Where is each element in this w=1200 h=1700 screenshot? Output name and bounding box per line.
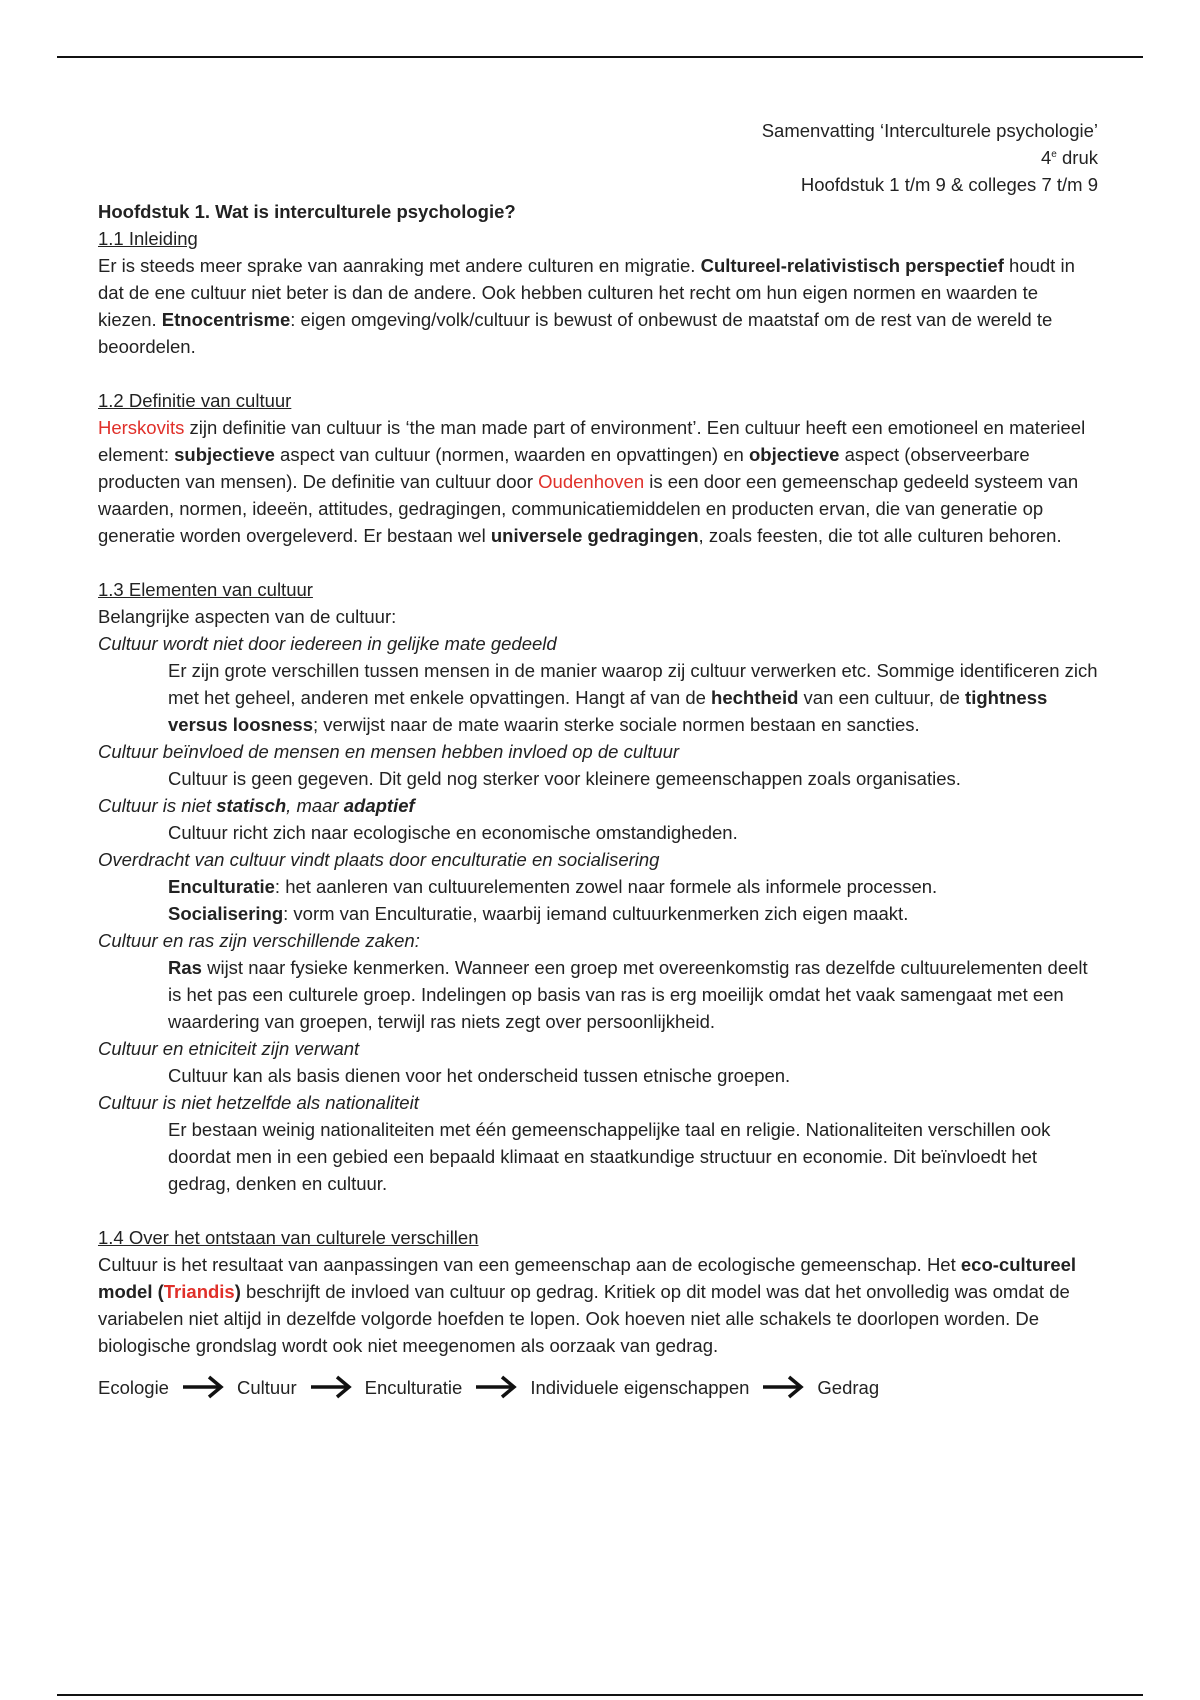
aspect-heading: Overdracht van cultuur vindt plaats door enculturatie en socialisering xyxy=(98,849,660,870)
name-triandis: Triandis xyxy=(163,1281,235,1302)
aspect-heading: Cultuur en etniciteit zijn verwant xyxy=(98,1038,360,1059)
flow-step-gedrag: Gedrag xyxy=(817,1376,880,1398)
header-title: Samenvatting ‘Interculturele psychologie’ xyxy=(761,120,1098,141)
aspect-text: Er bestaan weinig nationaliteiten met één gemeenschappelijke taal en religie. Nationaliteiten verschillen ook doordat men in een gebied een bepaald klimaat en staatkundige structuur en economie. Dit beïnvloedt het gedrag, denken en cultuur. xyxy=(168,1119,1051,1194)
flow-step-ecologie: Ecologie xyxy=(98,1376,169,1398)
aspect-text: Ras wijst naar fysieke kenmerken. Wanneer een groep met overeenkomstig ras dezelfde cultuurelementen deelt is het pas een culturele groep. Indelingen op basis van ras is erg moeilijk omdat het vaak samengaat met een waardering van groepen, terwijl ras niets zegt over persoonlijkheid. xyxy=(168,957,1088,1032)
aspect-text: Cultuur is geen gegeven. Dit geld nog sterker voor kleinere gemeenschappen zoals organisaties. xyxy=(168,768,961,789)
aspect-heading: Cultuur en ras zijn verschillende zaken: xyxy=(98,930,420,951)
document-header xyxy=(98,117,1098,198)
aspect-heading: Cultuur is niet statisch, maar adaptief xyxy=(98,795,415,816)
header-scope: Hoofdstuk 1 t/m 9 & colleges 7 t/m 9 xyxy=(800,174,1098,195)
name-herskovits: Herskovits xyxy=(98,417,185,438)
section-title-1-1: 1.1 Inleiding xyxy=(98,228,198,249)
arrow-right-icon xyxy=(309,1374,353,1400)
top-rule xyxy=(57,56,1143,58)
aspect-heading: Cultuur is niet hetzelfde als nationaliteit xyxy=(98,1092,419,1113)
paragraph-1-4: Cultuur is het resultaat van aanpassingen van een gemeenschap aan de ecologische gemeenschap. Het eco-cultureel model (Triandis) beschrijft de invloed van cultuur op gedrag. Kritiek op dit model was dat het onvolledig was omdat de variabelen niet altijd in dezelfde volgorde hoefden te lopen. Ook hoeven niet alle schakels te doorlopen worden. De biologische grondslag wordt ook niet meegenomen als oorzaak van gedrag. xyxy=(98,1254,1077,1356)
aspect-text: Cultuur kan als basis dienen voor het onderscheid tussen etnische groepen. xyxy=(168,1065,791,1086)
arrow-right-icon xyxy=(474,1374,518,1400)
paragraph-1-2: Herskovits zijn definitie van cultuur is ‘the man made part of environment’. Een cultuur heeft een emotioneel en materieel element: subjectieve aspect van cultuur (normen, waarden en opvattingen) en objectieve aspect (observeerbare producten van mensen). De definitie van cultuur door Oudenhoven is een door een gemeenschap gedeeld systeem van waarden, normen, ideeën, attitudes, gedragingen, communicatiemiddelen en producten ervan, die van generatie op generatie worden overgeleverd. Er bestaan wel universele gedragingen, zoals feesten, die tot alle culturen behoren. xyxy=(98,417,1086,546)
section-title-1-4: 1.4 Over het ontstaan van culturele verschillen xyxy=(98,1227,479,1248)
aspect-text: Er zijn grote verschillen tussen mensen in de manier waarop zij cultuur verwerken etc. Sommige identificeren zich met het geheel, anderen met enkele opvattingen. Hangt af van de hechtheid van een cultuur, de tightness versus loosness; verwijst naar de mate waarin sterke sociale normen bestaan en sancties. xyxy=(168,660,1098,735)
arrow-right-icon xyxy=(761,1374,805,1400)
section-title-1-2: 1.2 Definitie van cultuur xyxy=(98,390,292,411)
section-title-1-3: 1.3 Elementen van cultuur xyxy=(98,579,313,600)
flow-step-enculturatie: Enculturatie xyxy=(364,1376,463,1398)
aspect-text: Enculturatie: het aanleren van cultuurelementen zowel naar formele als informele processen. xyxy=(168,876,938,897)
name-oudenhoven: Oudenhoven xyxy=(538,471,645,492)
arrow-right-icon xyxy=(181,1374,225,1400)
aspect-heading: Cultuur wordt niet door iedereen in gelijke mate gedeeld xyxy=(98,633,557,654)
eco-cultural-model-diagram xyxy=(98,1367,1098,1407)
bottom-rule xyxy=(57,1694,1143,1696)
chapter-title: Hoofdstuk 1. Wat is interculturele psychologie? xyxy=(98,201,516,222)
aspect-text: Cultuur richt zich naar ecologische en economische omstandigheden. xyxy=(168,822,738,843)
flow-step-individuele-eigenschappen: Individuele eigenschappen xyxy=(530,1376,750,1398)
flow-step-cultuur: Cultuur xyxy=(236,1376,297,1398)
header-edition: 4e druk xyxy=(1041,147,1098,168)
aspect-text: Socialisering: vorm van Enculturatie, waarbij iemand cultuurkenmerken zich eigen maakt. xyxy=(168,903,909,924)
document-page xyxy=(98,117,1098,1407)
aspect-heading: Cultuur beïnvloed de mensen en mensen hebben invloed op de cultuur xyxy=(98,741,680,762)
section-intro-1-3: Belangrijke aspecten van de cultuur: xyxy=(98,606,397,627)
paragraph-1-1: Er is steeds meer sprake van aanraking met andere culturen en migratie. Cultureel-relativistisch perspectief houdt in dat de ene cultuur niet beter is dan de andere. Ook hebben culturen het recht om hun eigen normen en waarden te kiezen. Etnocentrisme: eigen omgeving/volk/cultuur is bewust of onbewust de maatstaf om de rest van de wereld te beoordelen. xyxy=(98,255,1075,357)
